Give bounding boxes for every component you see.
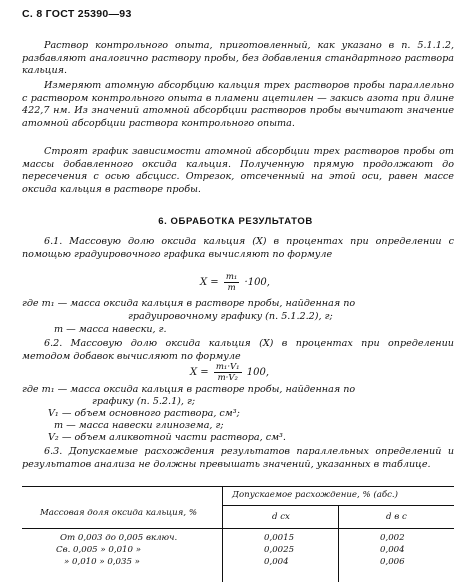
table-row-3-d1: 0,004 bbox=[264, 557, 289, 567]
table-group-header: Допускаемое расхождение, % (абс.) bbox=[232, 490, 398, 500]
formula-1-lhs: X = bbox=[200, 277, 219, 288]
where-1-line-b: градуировочному графику (п. 5.1.2.2), г; bbox=[128, 311, 333, 322]
table-col3-header: d в с bbox=[386, 512, 407, 522]
table-top-rule bbox=[22, 486, 454, 487]
formula-1-rhs: ·100, bbox=[244, 277, 270, 288]
table-row-2-d1: 0,0025 bbox=[264, 545, 295, 555]
table-row-2-range: Св. 0,005 » 0,010 » bbox=[56, 545, 141, 555]
paragraph-graph: Строят график зависимости атомной абсорбции трех растворов пробы от массы добавленного оксида кальция. Полученную прямую продолжают до пересечения с осью абсцисс. Отрезок, отсеченный на этой оси, равен массе оксида кальция в растворе пробы. bbox=[22, 146, 454, 195]
formula-1-denominator: m bbox=[227, 283, 236, 293]
formula-2-rhs: 100, bbox=[246, 367, 270, 378]
table-row-1-d2: 0,002 bbox=[380, 533, 405, 543]
where-2-line-a: где m₁ — масса оксида кальция в растворе пробы, найденная по bbox=[22, 384, 356, 395]
formula-1-numerator: m₁ bbox=[225, 272, 238, 282]
where-2-line-c: V₁ — объем основного раствора, см³; bbox=[48, 408, 240, 419]
formula-2-numerator: m₁·V₁ bbox=[215, 362, 240, 372]
paragraph-6-1: 6.1. Массовую долю оксида кальция (X) в процентах при определении с помощью градуировочного графика вычисляют по формуле bbox=[22, 236, 454, 260]
formula-1 bbox=[200, 272, 270, 293]
table-row-1-range: От 0,003 до 0,005 включ. bbox=[60, 533, 178, 543]
where-2-line-d: m — масса навески глинозема, г; bbox=[54, 420, 224, 431]
table-row-2-d2: 0,004 bbox=[380, 545, 405, 555]
paragraph-6-3: 6.3. Допускаемые расхождения результатов параллельных определений и результатов анализа не должны превышать значений, указанных в таблице. bbox=[22, 446, 454, 470]
formula-2-lhs: X = bbox=[190, 367, 209, 378]
formula-2 bbox=[190, 362, 269, 383]
table-row-3-d2: 0,006 bbox=[380, 557, 405, 567]
paragraph-6-2: 6.2. Массовую долю оксида кальция (X) в процентах при определении методом добавок вычисляют по формуле bbox=[22, 338, 454, 362]
table-col2-header: d сх bbox=[272, 512, 290, 522]
formula-2-fraction bbox=[214, 362, 242, 383]
table-vline-1 bbox=[222, 486, 223, 582]
section-title: 6. ОБРАБОТКА РЕЗУЛЬТАТОВ bbox=[158, 216, 313, 227]
table-header-rule bbox=[22, 528, 454, 529]
table-vline-2 bbox=[338, 505, 339, 582]
where-1-line-a: где m₁ — масса оксида кальция в растворе пробы, найденная по bbox=[22, 298, 356, 309]
page-header: С. 8 ГОСТ 25390—93 bbox=[22, 8, 132, 20]
paragraph-control-solution: Раствор контрольного опыта, приготовленный, как указано в п. 5.1.1.2, разбавляют аналогично раствору пробы, без добавления стандартного раствора кальция. bbox=[22, 40, 454, 77]
paragraph-measure: Измеряют атомную абсорбцию кальция трех растворов пробы параллельно с раствором контрольного опыта в пламени ацетилен — закись азота при длине 422,7 нм. Из значений атомной абсорбции растворов пробы вычитают значение атомной абсорбции раствора контрольного опыта. bbox=[22, 80, 454, 129]
table-row-3-range: » 0,010 » 0,035 » bbox=[64, 557, 140, 567]
table-row-1-d1: 0,0015 bbox=[264, 533, 295, 543]
formula-2-denominator: m·V₂ bbox=[217, 373, 238, 383]
where-2-line-b: графику (п. 5.2.1), г; bbox=[92, 396, 196, 407]
where-1-line-c: m — масса навески, г. bbox=[54, 324, 167, 335]
table-col1-header: Массовая доля оксида кальция, % bbox=[40, 508, 197, 518]
formula-1-fraction bbox=[224, 272, 239, 293]
where-2-line-e: V₂ — объем аликвотной части раствора, см³. bbox=[48, 432, 286, 443]
